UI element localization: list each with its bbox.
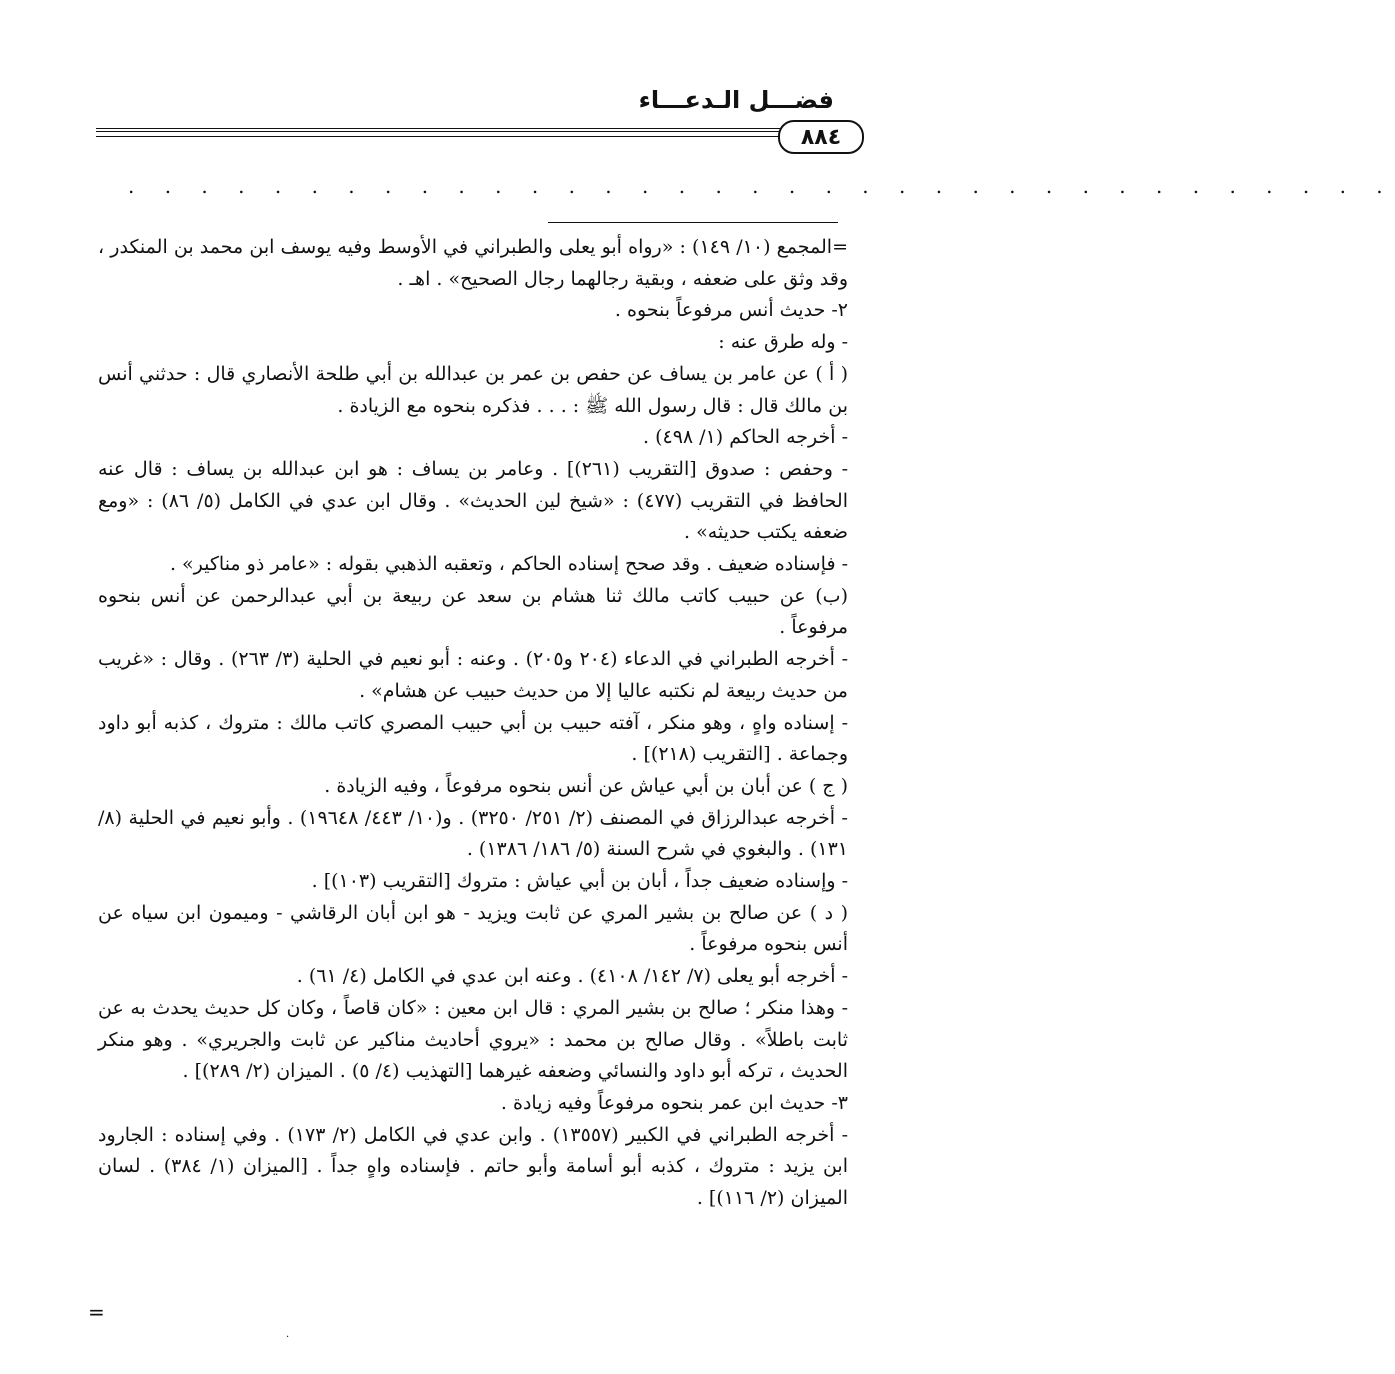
- footnote-rule: [548, 222, 838, 223]
- paragraph: =المجمع (١٠/ ١٤٩) : «رواه أبو يعلى والطبراني في الأوسط وفيه يوسف ابن محمد بن المنكدر ، وقد وثق على ضعفه ، وبقية رجالهما رجال الصحيح» . اهـ .: [98, 236, 848, 290]
- paragraph: - أخرجه الحاكم (١/ ٤٩٨) .: [643, 426, 848, 449]
- paragraph: ( ج ) عن أبان بن أبي عياش عن أنس بنحوه مرفوعاً ، وفيه الزيادة .: [324, 774, 848, 797]
- paragraph: ٣- حديث ابن عمر بنحوه مرفوعاً وفيه زيادة .: [500, 1091, 848, 1114]
- paragraph: - أخرجه الطبراني في الكبير (١٣٥٥٧) . وابن عدي في الكامل (٢/ ١٧٣) . وفي إسناده : الجارود ابن يزيد : متروك ، كذبه أبو أسامة وأبو حاتم . فإسناده واهٍ جداً . [الميزان (١/ ٣٨٤) . لسان الميزان (٢/ ١١٦)] .: [98, 1123, 848, 1210]
- page-number: ٨٨٤: [778, 120, 864, 154]
- paragraph: - وله طرق عنه :: [718, 331, 848, 354]
- section-separator-dots: . . . . . . . . . . . . . . . . . . . . . . . . . . . . . . . . . . .: [128, 174, 1395, 198]
- paragraph: ٢- حديث أنس مرفوعاً بنحوه .: [614, 299, 848, 322]
- running-header-title: فضـــل الـدعـــاء: [638, 86, 834, 114]
- header-rule: [96, 128, 786, 137]
- paragraph: - وحفص : صدوق [التقريب (٢٦١)] . وعامر بن يساف : هو ابن عبدالله بن يساف : قال عنه الحافظ في التقريب (٤٧٧) : «شيخ لين الحديث» . وقال ابن عدي في الكامل (٥/ ٨٦) : «ومع ضعفه يكتب حديثه» .: [98, 457, 848, 544]
- continuation-mark: =: [88, 1300, 105, 1324]
- paragraph: - أخرجه الطبراني في الدعاء (٢٠٤ و٢٠٥) . وعنه : أبو نعيم في الحلية (٣/ ٢٦٣) . وقال : «غريب من حديث ربيعة لم نكتبه عاليا إلا من حديث حبيب عن هشام» .: [98, 648, 848, 702]
- paragraph: (ب) عن حبيب كاتب مالك ثنا هشام بن سعد عن ربيعة بن أبي عبدالرحمن عن أنس بنحوه مرفوعاً .: [98, 584, 848, 639]
- paragraph: - إسناده واهٍ ، وهو منكر ، آفته حبيب بن أبي حبيب المصري كاتب مالك : متروك ، كذبه أبو داود وجماعة . [التقريب (٢١٨)] .: [98, 711, 848, 766]
- paragraph: ( أ ) عن عامر بن يساف عن حفص بن عمر بن عبدالله بن أبي طلحة الأنصاري قال : حدثني أنس بن مالك قال : قال رسول الله ﷺ : . . . فذكره بنحوه مع الزيادة .: [98, 362, 848, 417]
- print-speck: ·: [286, 1332, 290, 1343]
- paragraph: - أخرجه أبو يعلى (٧/ ١٤٢/ ٤١٠٨) . وعنه ابن عدي في الكامل (٤/ ٦١) .: [296, 965, 848, 988]
- paragraph: - وإسناده ضعيف جداً ، أبان بن أبي عياش : متروك [التقريب (١٠٣)] .: [311, 870, 848, 893]
- paragraph: ( د ) عن صالح بن بشير المري عن ثابت ويزيد - هو ابن أبان الرقاشي - وميمون ابن سياه عن أنس بنحوه مرفوعاً .: [98, 901, 848, 956]
- paragraph: - فإسناده ضعيف . وقد صحح إسناده الحاكم ، وتعقبه الذهبي بقوله : «عامر ذو مناكير» .: [169, 553, 848, 576]
- paragraph: - أخرجه عبدالرزاق في المصنف (٢/ ٢٥١/ ٣٢٥٠) . و(١٠/ ٤٤٣/ ١٩٦٤٨) . وأبو نعيم في الحلية (٨/ ١٣١) . والبغوي في شرح السنة (٥/ ١٨٦/ ١٣٨٦) .: [98, 806, 848, 861]
- paragraph: - وهذا منكر ؛ صالح بن بشير المري : قال ابن معين : «كان قاصاً ، وكان كل حديث يحدث به عن ثابت باطلاً» . وقال صالح بن محمد : «يروي أحاديث مناكير عن ثابت والجريري» . وهو منكر الحديث ، تركه أبو داود والنسائي وضعفه غيرهما [التهذيب (٤/ ٥) . الميزان (٢/ ٢٨٩)] .: [98, 996, 848, 1083]
- footnote-body: [98, 232, 848, 1215]
